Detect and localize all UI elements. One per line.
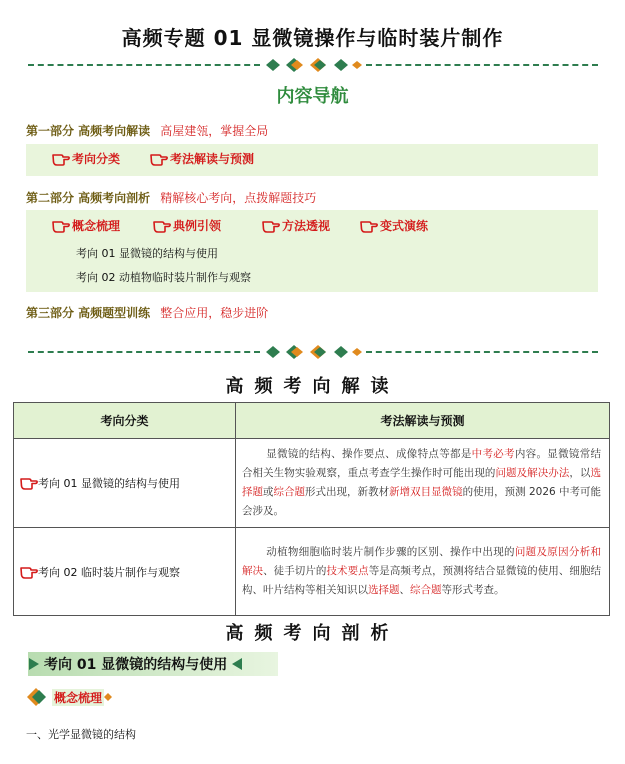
section-item-1: 一、光学显微镜的结构 xyxy=(26,728,136,741)
tag-dianli-yinling[interactable] xyxy=(153,217,221,234)
table-header-row xyxy=(14,403,610,439)
diamond-ornament-icon xyxy=(264,57,364,73)
decorative-divider xyxy=(28,57,598,73)
description-cell xyxy=(236,528,610,616)
arrow-left-icon xyxy=(231,657,243,671)
desc-highlight: 问题及原因分析和解决 xyxy=(242,546,602,577)
part-1 xyxy=(26,122,268,139)
part-2-slogan: 精解核心考向，点拨解题技巧 xyxy=(160,191,317,205)
small-diamond-icon xyxy=(104,693,112,701)
tag-label: 方法透视 xyxy=(282,219,331,233)
pointing-hand-icon xyxy=(20,565,38,579)
pointing-hand-icon xyxy=(52,219,70,233)
description-cell xyxy=(236,439,610,528)
pointing-hand-icon xyxy=(52,152,70,166)
part-2 xyxy=(26,189,316,206)
table-header: 考法解读与预测 xyxy=(236,403,610,439)
desc-highlight: 选择题 xyxy=(368,584,400,596)
part-3-label: 第三部分 高频题型训练 xyxy=(26,306,151,320)
diamond-ornament-icon xyxy=(264,344,364,360)
nav-title: 内容导航 xyxy=(276,86,349,107)
pointing-hand-icon xyxy=(262,219,280,233)
category-cell xyxy=(14,528,236,616)
pointing-hand-icon xyxy=(360,219,378,233)
arrow-right-icon xyxy=(28,657,40,671)
desc-text: 或 xyxy=(263,486,274,498)
pointing-hand-icon xyxy=(153,219,171,233)
tag-label: 考法解读与预测 xyxy=(170,152,255,166)
desc-highlight: 新增双目显微镜 xyxy=(389,486,463,498)
desc-text: 形式出现，新教材 xyxy=(305,486,390,498)
decorative-divider xyxy=(28,344,598,360)
desc-text: 的使用，预测 2026 中考可能会涉及。 xyxy=(242,486,602,517)
tag-label: 变式演练 xyxy=(380,219,429,233)
part-3 xyxy=(26,304,268,321)
pointing-hand-icon xyxy=(150,152,168,166)
table-header: 考向分类 xyxy=(14,403,236,439)
concept-heading xyxy=(24,686,112,708)
tag-label: 考向分类 xyxy=(72,152,121,166)
desc-text: 等是高频考点，预测将结合显微镜的使用、细胞结构、叶片结构等相关知识以 xyxy=(242,565,602,596)
desc-highlight: 技术要点 xyxy=(326,565,369,577)
kaoxiang-01-title: 考向 01 显微镜的结构与使用 xyxy=(44,657,228,673)
category-label: 考向 01 显微镜的结构与使用 xyxy=(38,477,180,490)
tag-kaofa-jiedu[interactable] xyxy=(150,150,254,167)
part-3-slogan: 整合应用，稳步进阶 xyxy=(160,306,269,320)
desc-text: 动植物细胞临时装片制作步骤的区别、操作中出现的 xyxy=(266,546,515,558)
kaoxiang-01-bar xyxy=(28,652,278,676)
category-cell xyxy=(14,439,236,528)
tag-gainian-shuli[interactable] xyxy=(52,217,120,234)
tag-label: 典例引领 xyxy=(173,219,222,233)
part-1-label: 第一部分 高频考向解读 xyxy=(26,124,151,138)
part-1-slogan: 高屋建瓴，掌握全局 xyxy=(160,124,269,138)
desc-highlight: 选择题 xyxy=(242,467,602,498)
desc-text: 等形式考查。 xyxy=(441,584,505,596)
pointing-hand-icon xyxy=(20,476,38,490)
desc-text: 、 xyxy=(399,584,410,596)
diamond-badge-icon xyxy=(24,686,50,708)
tag-bianshi-yanlian[interactable] xyxy=(360,217,428,234)
desc-text: 内容。显微镜常结合相关生物实验观察，重点考查学生操作时可能出现的 xyxy=(242,448,602,479)
desc-highlight: 中考必考 xyxy=(471,448,515,460)
tag-kaoxiang-fenlei[interactable] xyxy=(52,150,120,167)
desc-text: 显微镜的结构、操作要点、成像特点等都是 xyxy=(266,448,472,460)
tag-fangfa-toushi[interactable] xyxy=(262,217,330,234)
desc-text: 、徒手切片的 xyxy=(263,565,327,577)
category-label: 考向 02 临时装片制作与观察 xyxy=(38,565,180,579)
desc-highlight: 综合题 xyxy=(273,486,306,498)
table-row xyxy=(14,439,610,528)
sub-link-kx02[interactable]: 考向 02 动植物临时装片制作与观察 xyxy=(76,271,251,284)
concept-label: 概念梳理 xyxy=(54,690,103,705)
desc-highlight: 综合题 xyxy=(410,584,442,596)
section-heading-pouxi: 高频考向剖析 xyxy=(225,623,400,644)
desc-text: ，以 xyxy=(569,467,591,479)
page-title: 高频专题 01 显微镜操作与临时装片制作 xyxy=(121,26,504,50)
desc-highlight: 问题及解决办法 xyxy=(495,467,570,479)
section-heading-jiedu: 高频考向解读 xyxy=(225,376,400,397)
sub-link-kx01[interactable]: 考向 01 显微镜的结构与使用 xyxy=(76,247,218,260)
table-row xyxy=(14,528,610,616)
tag-label: 概念梳理 xyxy=(72,219,121,233)
part-2-label: 第二部分 高频考向剖析 xyxy=(26,191,151,205)
kaoxiang-table xyxy=(13,402,610,616)
